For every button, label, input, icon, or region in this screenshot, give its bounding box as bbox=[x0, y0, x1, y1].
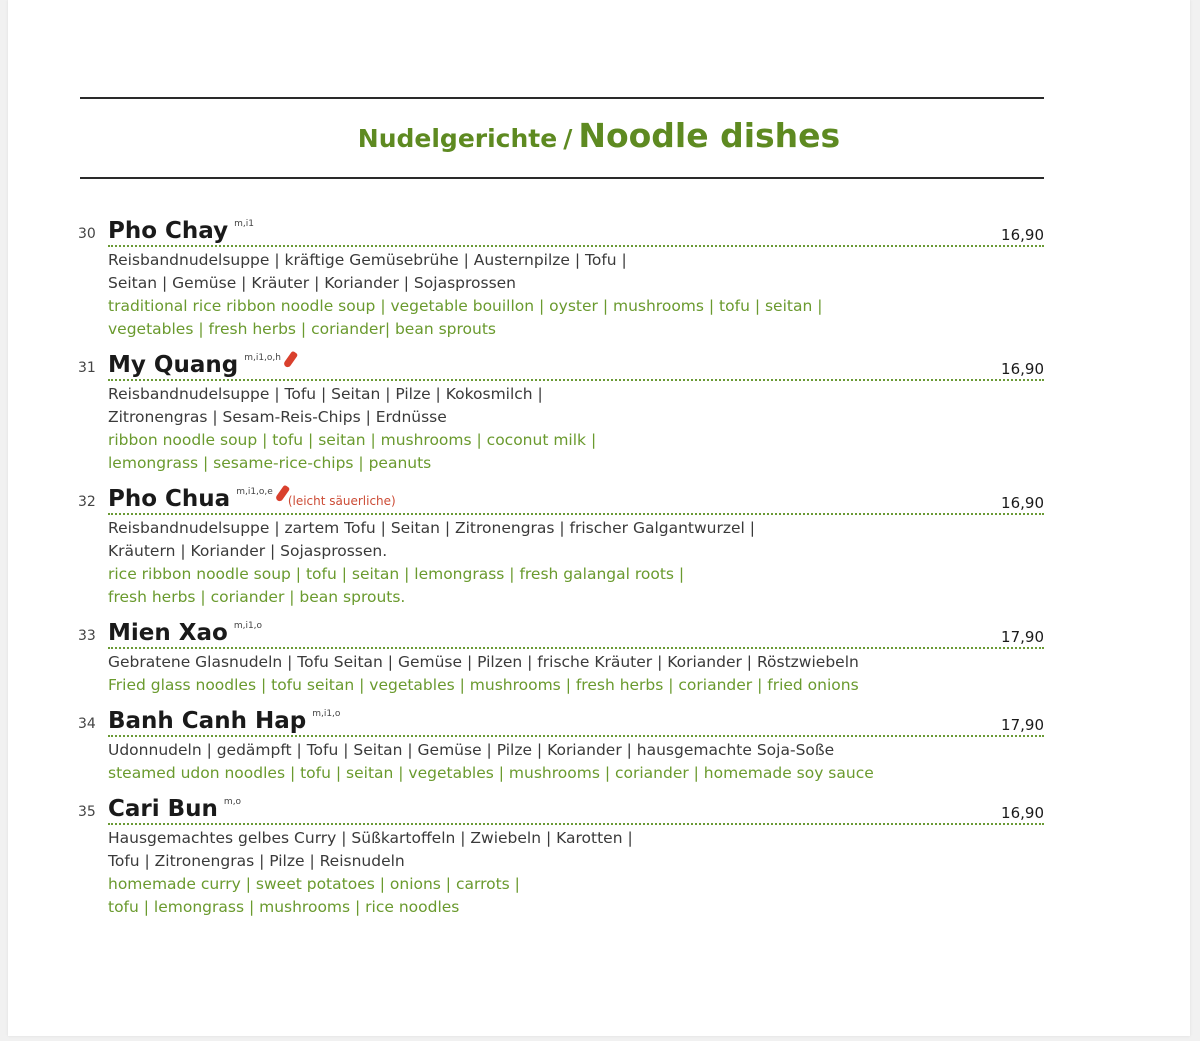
dish-number: 33 bbox=[78, 628, 96, 644]
menu-item-header bbox=[78, 792, 1044, 820]
dish-number: 34 bbox=[78, 716, 96, 732]
menu-item bbox=[78, 348, 1044, 475]
allergen-codes: m,i1,o,e bbox=[236, 487, 273, 497]
dotted-leader bbox=[108, 823, 1044, 825]
description-english-line: tofu | lemongrass | mushrooms | rice noodles bbox=[108, 898, 460, 916]
menu-item-header bbox=[78, 482, 1044, 510]
dish-name-line bbox=[108, 620, 262, 646]
description-english-line: traditional rice ribbon noodle soup | vegetable bouillon | oyster | mushrooms | tofu | seitan | bbox=[108, 297, 823, 315]
dish-price: 17,90 bbox=[997, 628, 1044, 646]
dish-description bbox=[108, 383, 1044, 475]
dish-description bbox=[108, 739, 1044, 785]
section-title-german: Nudelgerichte bbox=[357, 124, 558, 153]
dish-price: 16,90 bbox=[997, 360, 1044, 378]
description-german-line: Zitronengras | Sesam-Reis-Chips | Erdnüsse bbox=[108, 408, 447, 426]
dotted-leader bbox=[108, 513, 1044, 515]
dish-number: 35 bbox=[78, 804, 96, 820]
top-divider bbox=[80, 97, 1044, 99]
dish-description bbox=[108, 249, 1044, 341]
title-separator: / bbox=[563, 124, 573, 153]
dish-name-line bbox=[108, 796, 241, 822]
dish-price: 16,90 bbox=[997, 804, 1044, 822]
dish-name: Mien Xao bbox=[108, 620, 228, 646]
description-english-line: vegetables | fresh herbs | coriander| bean sprouts bbox=[108, 320, 496, 338]
menu-item-header bbox=[78, 616, 1044, 644]
description-german-line: Hausgemachtes gelbes Curry | Süßkartoffeln | Zwiebeln | Karotten | bbox=[108, 829, 633, 847]
dish-description bbox=[108, 827, 1044, 919]
menu-item bbox=[78, 704, 1044, 785]
description-german-line: Kräutern | Koriander | Sojasprossen. bbox=[108, 542, 388, 560]
allergen-codes: m,i1,o bbox=[312, 709, 341, 719]
allergen-codes: m,o bbox=[223, 797, 242, 807]
dish-name: My Quang bbox=[108, 352, 239, 378]
dish-note: (leicht säuerliche) bbox=[287, 494, 396, 508]
dotted-leader bbox=[108, 379, 1044, 381]
description-german-line: Gebratene Glasnudeln | Tofu Seitan | Gemüse | Pilzen | frische Kräuter | Koriander | Röstzwiebeln bbox=[108, 653, 859, 671]
menu-item-header bbox=[78, 214, 1044, 242]
description-english-line: Fried glass noodles | tofu seitan | vegetables | mushrooms | fresh herbs | coriander | fried onions bbox=[108, 676, 859, 694]
chili-icon bbox=[283, 351, 298, 369]
dish-number: 30 bbox=[78, 226, 96, 242]
dish-name-line bbox=[108, 351, 294, 378]
dish-price: 16,90 bbox=[997, 494, 1044, 512]
menu-item bbox=[78, 616, 1044, 697]
dish-name: Banh Canh Hap bbox=[108, 708, 307, 734]
section-title-english: Noodle dishes bbox=[578, 116, 841, 155]
description-english-line: rice ribbon noodle soup | tofu | seitan | lemongrass | fresh galangal roots | bbox=[108, 565, 685, 583]
description-german-line: Reisbandnudelsuppe | kräftige Gemüsebrühe | Austernpilze | Tofu | bbox=[108, 251, 627, 269]
menu-item bbox=[78, 214, 1044, 341]
menu-item-header bbox=[78, 704, 1044, 732]
description-german-line: Tofu | Zitronengras | Pilze | Reisnudeln bbox=[108, 852, 405, 870]
menu-item bbox=[78, 792, 1044, 919]
allergen-codes: m,i1 bbox=[234, 219, 254, 229]
description-german-line: Udonnudeln | gedämpft | Tofu | Seitan | Gemüse | Pilze | Koriander | hausgemachte Soja-Soße bbox=[108, 741, 835, 759]
allergen-codes: m,i1,o,h bbox=[244, 353, 281, 363]
menu-page bbox=[8, 0, 1190, 1036]
description-german-line: Reisbandnudelsuppe | zartem Tofu | Seitan | Zitronengras | frischer Galgantwurzel | bbox=[108, 519, 755, 537]
dish-description bbox=[108, 651, 1044, 697]
menu-item-header bbox=[78, 348, 1044, 376]
description-english-line: homemade curry | sweet potatoes | onions | carrots | bbox=[108, 875, 520, 893]
section-title bbox=[8, 116, 1190, 155]
dish-number: 32 bbox=[78, 494, 96, 510]
bottom-divider bbox=[80, 177, 1044, 179]
dish-name-line bbox=[108, 485, 396, 512]
dotted-leader bbox=[108, 647, 1044, 649]
description-english-line: lemongrass | sesame-rice-chips | peanuts bbox=[108, 454, 432, 472]
allergen-codes: m,i1,o bbox=[233, 621, 263, 631]
dish-description bbox=[108, 517, 1044, 609]
dish-name-line bbox=[108, 708, 340, 734]
dish-price: 17,90 bbox=[997, 716, 1044, 734]
dotted-leader bbox=[108, 735, 1044, 737]
description-english-line: steamed udon noodles | tofu | seitan | vegetables | mushrooms | coriander | homemade soy sauce bbox=[108, 764, 874, 782]
description-english-line: ribbon noodle soup | tofu | seitan | mushrooms | coconut milk | bbox=[108, 431, 597, 449]
dotted-leader bbox=[108, 245, 1044, 247]
dish-name: Cari Bun bbox=[108, 796, 218, 822]
description-english-line: fresh herbs | coriander | bean sprouts. bbox=[108, 588, 406, 606]
description-german-line: Seitan | Gemüse | Kräuter | Koriander | Sojasprossen bbox=[108, 274, 517, 292]
dish-name: Pho Chua bbox=[108, 486, 231, 512]
dish-number: 31 bbox=[78, 360, 96, 376]
dish-name-line bbox=[108, 218, 254, 244]
description-german-line: Reisbandnudelsuppe | Tofu | Seitan | Pilze | Kokosmilch | bbox=[108, 385, 543, 403]
dish-price: 16,90 bbox=[997, 226, 1044, 244]
menu-item bbox=[78, 482, 1044, 609]
dish-name: Pho Chay bbox=[108, 218, 229, 244]
